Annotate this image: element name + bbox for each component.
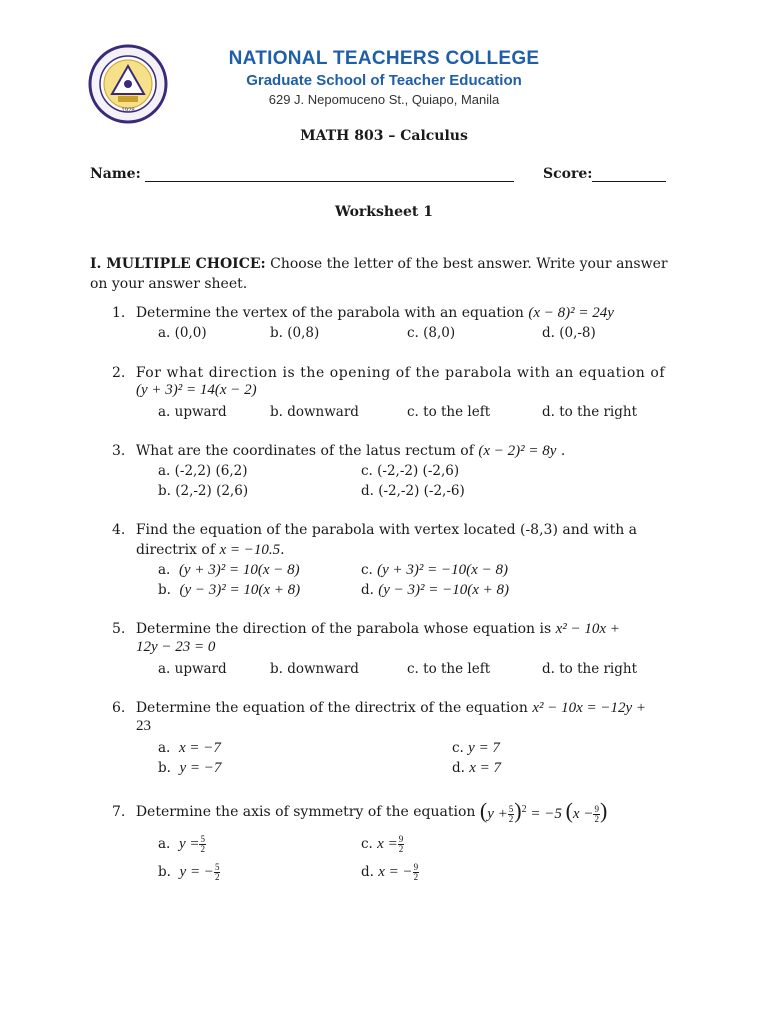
option-d: d. x = − $\frac{9}{2}$: [361, 862, 419, 882]
option-c: c. (8,0): [407, 325, 456, 341]
option-b: b. (y − 3)² = 10(x + 8): [158, 582, 301, 598]
question-text: Determine the axis of symmetry of the equation: [135, 804, 480, 821]
instruction-line-2: on your answer sheet.: [90, 276, 248, 292]
svg-text:1928: 1928: [121, 108, 135, 114]
question-text: Determine the direction of the parabola whose equation is: [135, 621, 556, 637]
question-equation-line-2: 12y − 23 = 0: [136, 639, 216, 655]
option-d-equation: (y − 3)² = −10(x + 8): [378, 582, 510, 598]
question-equation: (y + 3)² = 14(x − 2): [136, 382, 257, 398]
question-2: [112, 363, 692, 383]
option-c-equation: (y + 3)² = −10(x − 8): [377, 562, 508, 578]
option-b-equation: y = −: [179, 864, 214, 880]
question-text: Determine the equation of the directrix of the equation: [135, 700, 533, 716]
option-b: b. y = − $\frac{5}{2}$: [158, 862, 220, 882]
option-a: a. upward: [158, 661, 227, 677]
question-text: Determine the vertex of the parabola with an equation: [135, 305, 529, 321]
option-c-equation: y = 7: [468, 740, 500, 756]
section-instruction: [90, 254, 690, 274]
question-5: [112, 619, 692, 639]
option-d: d. (y − 3)² = −10(x + 8): [361, 582, 510, 598]
question-text-line-2: directrix of x = −10.5.: [136, 542, 285, 558]
option-a: a. x = −7: [158, 740, 221, 756]
option-b: b. (0,8): [270, 325, 320, 341]
option-d: d. (0,-8): [542, 325, 596, 341]
college-name: NATIONAL TEACHERS COLLEGE: [228, 48, 540, 69]
option-a: a. y = $\frac{5}{2}$: [158, 834, 205, 854]
school-address: 629 J. Nepomuceno St., Quiapo, Manila: [268, 92, 500, 107]
option-b: b. downward: [270, 661, 359, 677]
name-label: Name:: [90, 166, 141, 182]
question-number: 4.: [112, 522, 126, 538]
question-text: For what direction is the opening of the parabola with an equation of: [135, 365, 666, 381]
question-text: What are the coordinates of the latus rectum of: [135, 443, 479, 459]
question-equation: x² − 10x = −12y +: [532, 700, 647, 716]
question-number: 1.: [112, 305, 126, 321]
option-b: b. y = −7: [158, 760, 222, 776]
option-b-equation: y = −7: [179, 760, 222, 776]
question-number: 3.: [112, 443, 126, 459]
question-3: 3. What are the coordinates of the latus rectum of (x − 2)² = 8y .: [112, 443, 566, 459]
question-number: 7.: [112, 804, 126, 821]
question-number: 6.: [112, 700, 126, 716]
question-equation: (x − 2)² = 8y: [478, 443, 557, 459]
score-line: [592, 181, 666, 182]
question-equation: x = −10.5: [219, 542, 281, 558]
question-equation-line-2: 23: [136, 718, 151, 734]
question-text: Find the equation of the parabola with vertex located (-8,3) and with a: [135, 522, 638, 538]
option-d: d. x = 7: [452, 760, 502, 776]
option-c: c. to the left: [407, 404, 491, 420]
option-c: c. to the left: [407, 661, 491, 677]
question-6: [112, 698, 692, 718]
option-a-equation: y =: [178, 836, 200, 852]
question-1: [112, 303, 692, 323]
course-title: MATH 803 – Calculus: [300, 128, 468, 144]
option-a-equation: (y + 3)² = 10(x − 8): [178, 562, 300, 578]
worksheet-title: Worksheet 1: [335, 204, 433, 220]
option-c: c. y = 7: [452, 740, 500, 756]
score-label: Score:: [543, 166, 593, 182]
option-b: b. downward: [270, 404, 359, 420]
instruction-line-1: Choose the letter of the best answer. Write your answer: [265, 256, 668, 272]
option-a-equation: x = −7: [178, 740, 221, 756]
option-c-equation: x =: [377, 836, 398, 852]
question-7: [112, 800, 712, 832]
option-a: a. (y + 3)² = 10(x − 8): [158, 562, 300, 578]
name-line: [145, 181, 514, 182]
option-d-equation: x = 7: [469, 760, 502, 776]
option-a: a. (-2,2) (6,2): [158, 463, 248, 479]
option-d: d. to the right: [542, 404, 638, 420]
question-4: [112, 520, 692, 540]
question-number: 2.: [112, 365, 126, 381]
option-a: a. (0,0): [158, 325, 207, 341]
option-c: c. x = $\frac{9}{2}$: [361, 834, 404, 854]
option-c: c. (y + 3)² = −10(x − 8): [361, 562, 508, 578]
option-d-equation: x = −: [378, 864, 413, 880]
option-b: b. (2,-2) (2,6): [158, 483, 249, 499]
school-name: Graduate School of Teacher Education: [246, 72, 522, 89]
question-number: 5.: [112, 621, 126, 637]
question-text: directrix of: [136, 542, 220, 558]
college-seal-logo: [88, 44, 168, 124]
option-b-equation: (y − 3)² = 10(x + 8): [179, 582, 301, 598]
option-a: a. upward: [158, 404, 227, 420]
section-label: I. MULTIPLE CHOICE:: [90, 256, 266, 272]
option-c: c. (-2,-2) (-2,6): [361, 463, 460, 479]
question-equation: x² − 10x +: [555, 621, 620, 637]
option-d: d. to the right: [542, 661, 638, 677]
question-equation: (y + $\frac{5}{2}$ )$^2$ = −5 (x − $\frac{9}{2}$ ): [479, 798, 608, 825]
question-equation: (x − 8)² = 24y: [528, 305, 614, 321]
option-d: d. (-2,-2) (-2,-6): [361, 483, 465, 499]
